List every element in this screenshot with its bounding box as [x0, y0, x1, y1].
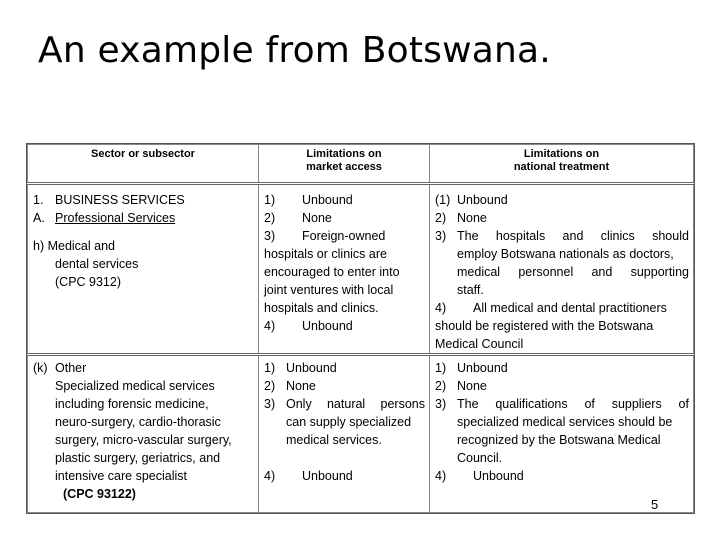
cell-sector: (k) Other Specialized medical services including forensic medicine, neuro-surgery, cardio-thorasic surgery, micro-vascular surgery, plastic surgery, geriatrics, and intensive care specialist (CPC 93122)	[28, 355, 259, 513]
cell-sector: 1. BUSINESS SERVICES A. Professional Services h) Medical and dental services (CPC 9312)	[28, 184, 259, 355]
cell-national-treatment: 1) Unbound 2) None 3) The qualifications of suppliers of specialized medical services should be recognized by the Botswana Medical Council. 4) Unbound	[430, 355, 694, 513]
page-number: 5	[651, 497, 659, 512]
cell-market-access: 1) Unbound 2) None 3) Only natural persons can supply specialized medical services. 4) Unbound	[259, 355, 430, 513]
table-row	[28, 355, 694, 513]
commitments-table	[26, 143, 695, 514]
header-sector: Sector or subsector	[28, 145, 259, 184]
cell-national-treatment: (1) Unbound 2) None 3) The hospitals and clinics should employ Botswana nationals as doctors, medical personnel and supporting staff. 4) All medical and dental practitioners should be registered with the Botswana Medical Council	[430, 184, 694, 355]
header-national-treatment: Limitations on national treatment	[430, 145, 694, 184]
header-market-access: Limitations on market access	[259, 145, 430, 184]
table-header-row	[28, 145, 694, 184]
table-row	[28, 184, 694, 355]
slide-title: An example from Botswana.	[38, 30, 551, 71]
cell-market-access: 1) Unbound 2) None 3) Foreign-owned hospitals or clinics are encouraged to enter into joint ventures with local hospitals and clinics. 4) Unbound	[259, 184, 430, 355]
